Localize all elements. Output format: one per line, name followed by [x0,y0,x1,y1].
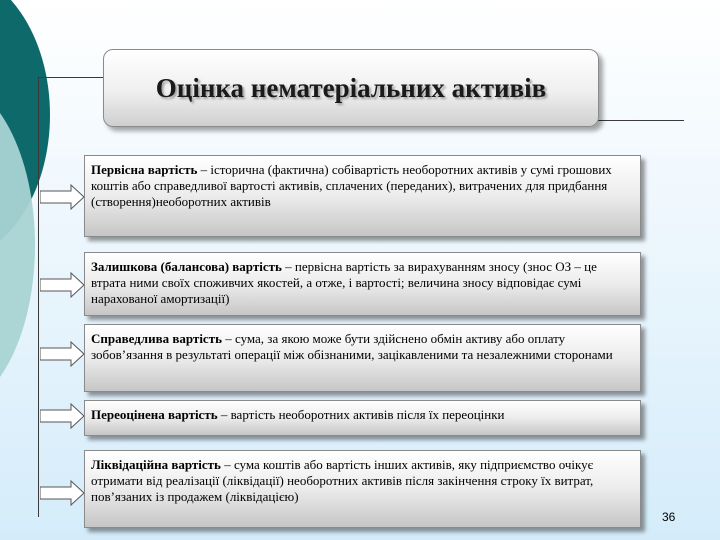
term-label: Переоцінена вартість [91,407,218,422]
term-label: Ліквідаційна вартість [91,457,221,472]
term-label: Залишкова (балансова) вартість [91,259,282,274]
definition-text: – історична (фактична) собівартість необоротних активів у сумі грошових коштів або справедливої вартості активів, сплачених (переданих), витрачених для придбання (створення)необоротних активів [91,162,612,209]
page-title: Оцінка нематеріальних активів [155,72,547,103]
definition-text: – сума, за якою може бути здійснено обмін активу або оплату зобов’язання в результаті операції між обізнаними, зацікавленими та незалежними сторонами [91,331,613,362]
definition-text: – сума коштів або вартість інших активів, яку підприємство очікує отримати від реалізації (ліквідації) необоротних активів після закінчення строку їх витрат, пов’язаних із продажем (ліквідацією) [91,457,594,504]
tree-vertical-line [38,77,39,517]
page-number: 36 [662,510,676,524]
term-label: Справедлива вартість [91,331,222,346]
title-connector-left [38,77,103,78]
arrow-right-icon [40,341,85,367]
definition-text: – первісна вартість за вирахуванням зносу (знос ОЗ – це втрата ними своїх споживчих якостей, а отже, і вартості; величина зносу відповідає сумі нарахованої амортизації) [91,259,597,306]
term-label: Первісна вартість [91,162,198,177]
definition-box-liquidation-value [84,450,641,528]
definition-text: – вартість необоротних активів після їх переоцінки [217,407,505,422]
arrow-right-icon [40,184,85,210]
title-box [103,49,599,127]
arrow-right-icon [40,403,85,429]
definition-box-fair-value [84,324,641,392]
arrow-right-icon [40,272,85,298]
definition-box-residual-value [84,252,641,316]
title-connector-right [597,120,684,121]
definition-box-revalued-value [84,400,641,436]
definition-box-initial-value [84,155,641,237]
arrow-right-icon [40,480,85,506]
